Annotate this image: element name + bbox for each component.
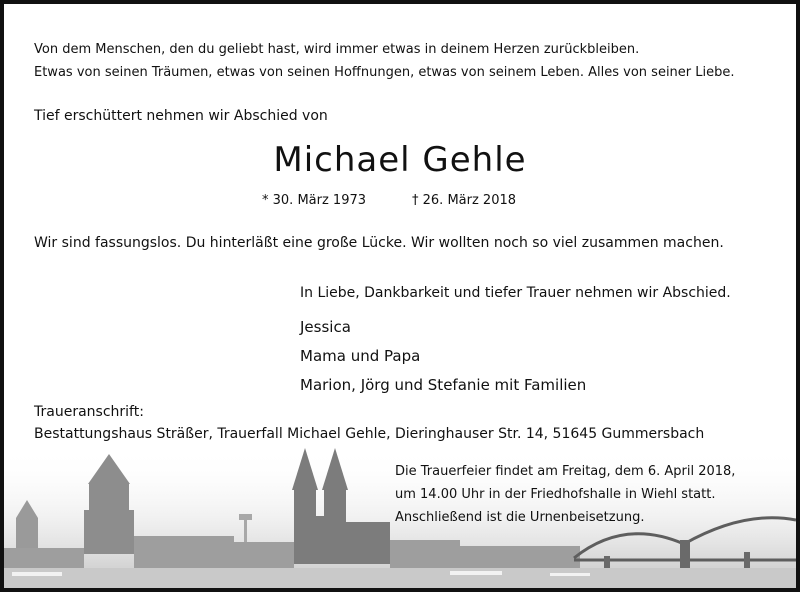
mourner-name: Mama und Papa xyxy=(300,347,421,365)
service-info-line-2: um 14.00 Uhr in der Friedhofshalle in Wiehl statt. xyxy=(395,487,716,502)
service-info-line-3: Anschließend ist die Urnenbeisetzung. xyxy=(395,510,645,525)
birth-date: * 30. März 1973 xyxy=(262,193,367,208)
farewell-text: In Liebe, Dankbarkeit und tiefer Trauer nehmen wir Abschied. xyxy=(300,285,731,301)
address-label: Traueranschrift: xyxy=(34,404,144,420)
personal-message: Wir sind fassungslos. Du hinterläßt eine große Lücke. Wir wollten noch so viel zusammen machen. xyxy=(34,235,724,251)
quote-line-2: Etwas von seinen Träumen, etwas von seinen Hoffnungen, etwas von seinem Leben. Alles von seiner Liebe. xyxy=(34,65,735,80)
death-date: † 26. März 2018 xyxy=(412,193,517,208)
quote-line-1: Von dem Menschen, den du geliebt hast, wird immer etwas in deinem Herzen zurückbleiben. xyxy=(34,42,640,57)
mourner-name: Marion, Jörg und Stefanie mit Familien xyxy=(300,376,587,394)
service-info-line-1: Die Trauerfeier findet am Freitag, dem 6. April 2018, xyxy=(395,464,736,479)
deceased-name: Michael Gehle xyxy=(273,140,527,180)
mourner-name: Jessica xyxy=(300,318,351,336)
address-text: Bestattungshaus Sträßer, Trauerfall Michael Gehle, Dieringhauser Str. 14, 51645 Gummersbach xyxy=(34,426,705,442)
intro-text: Tief erschüttert nehmen wir Abschied von xyxy=(34,108,328,124)
